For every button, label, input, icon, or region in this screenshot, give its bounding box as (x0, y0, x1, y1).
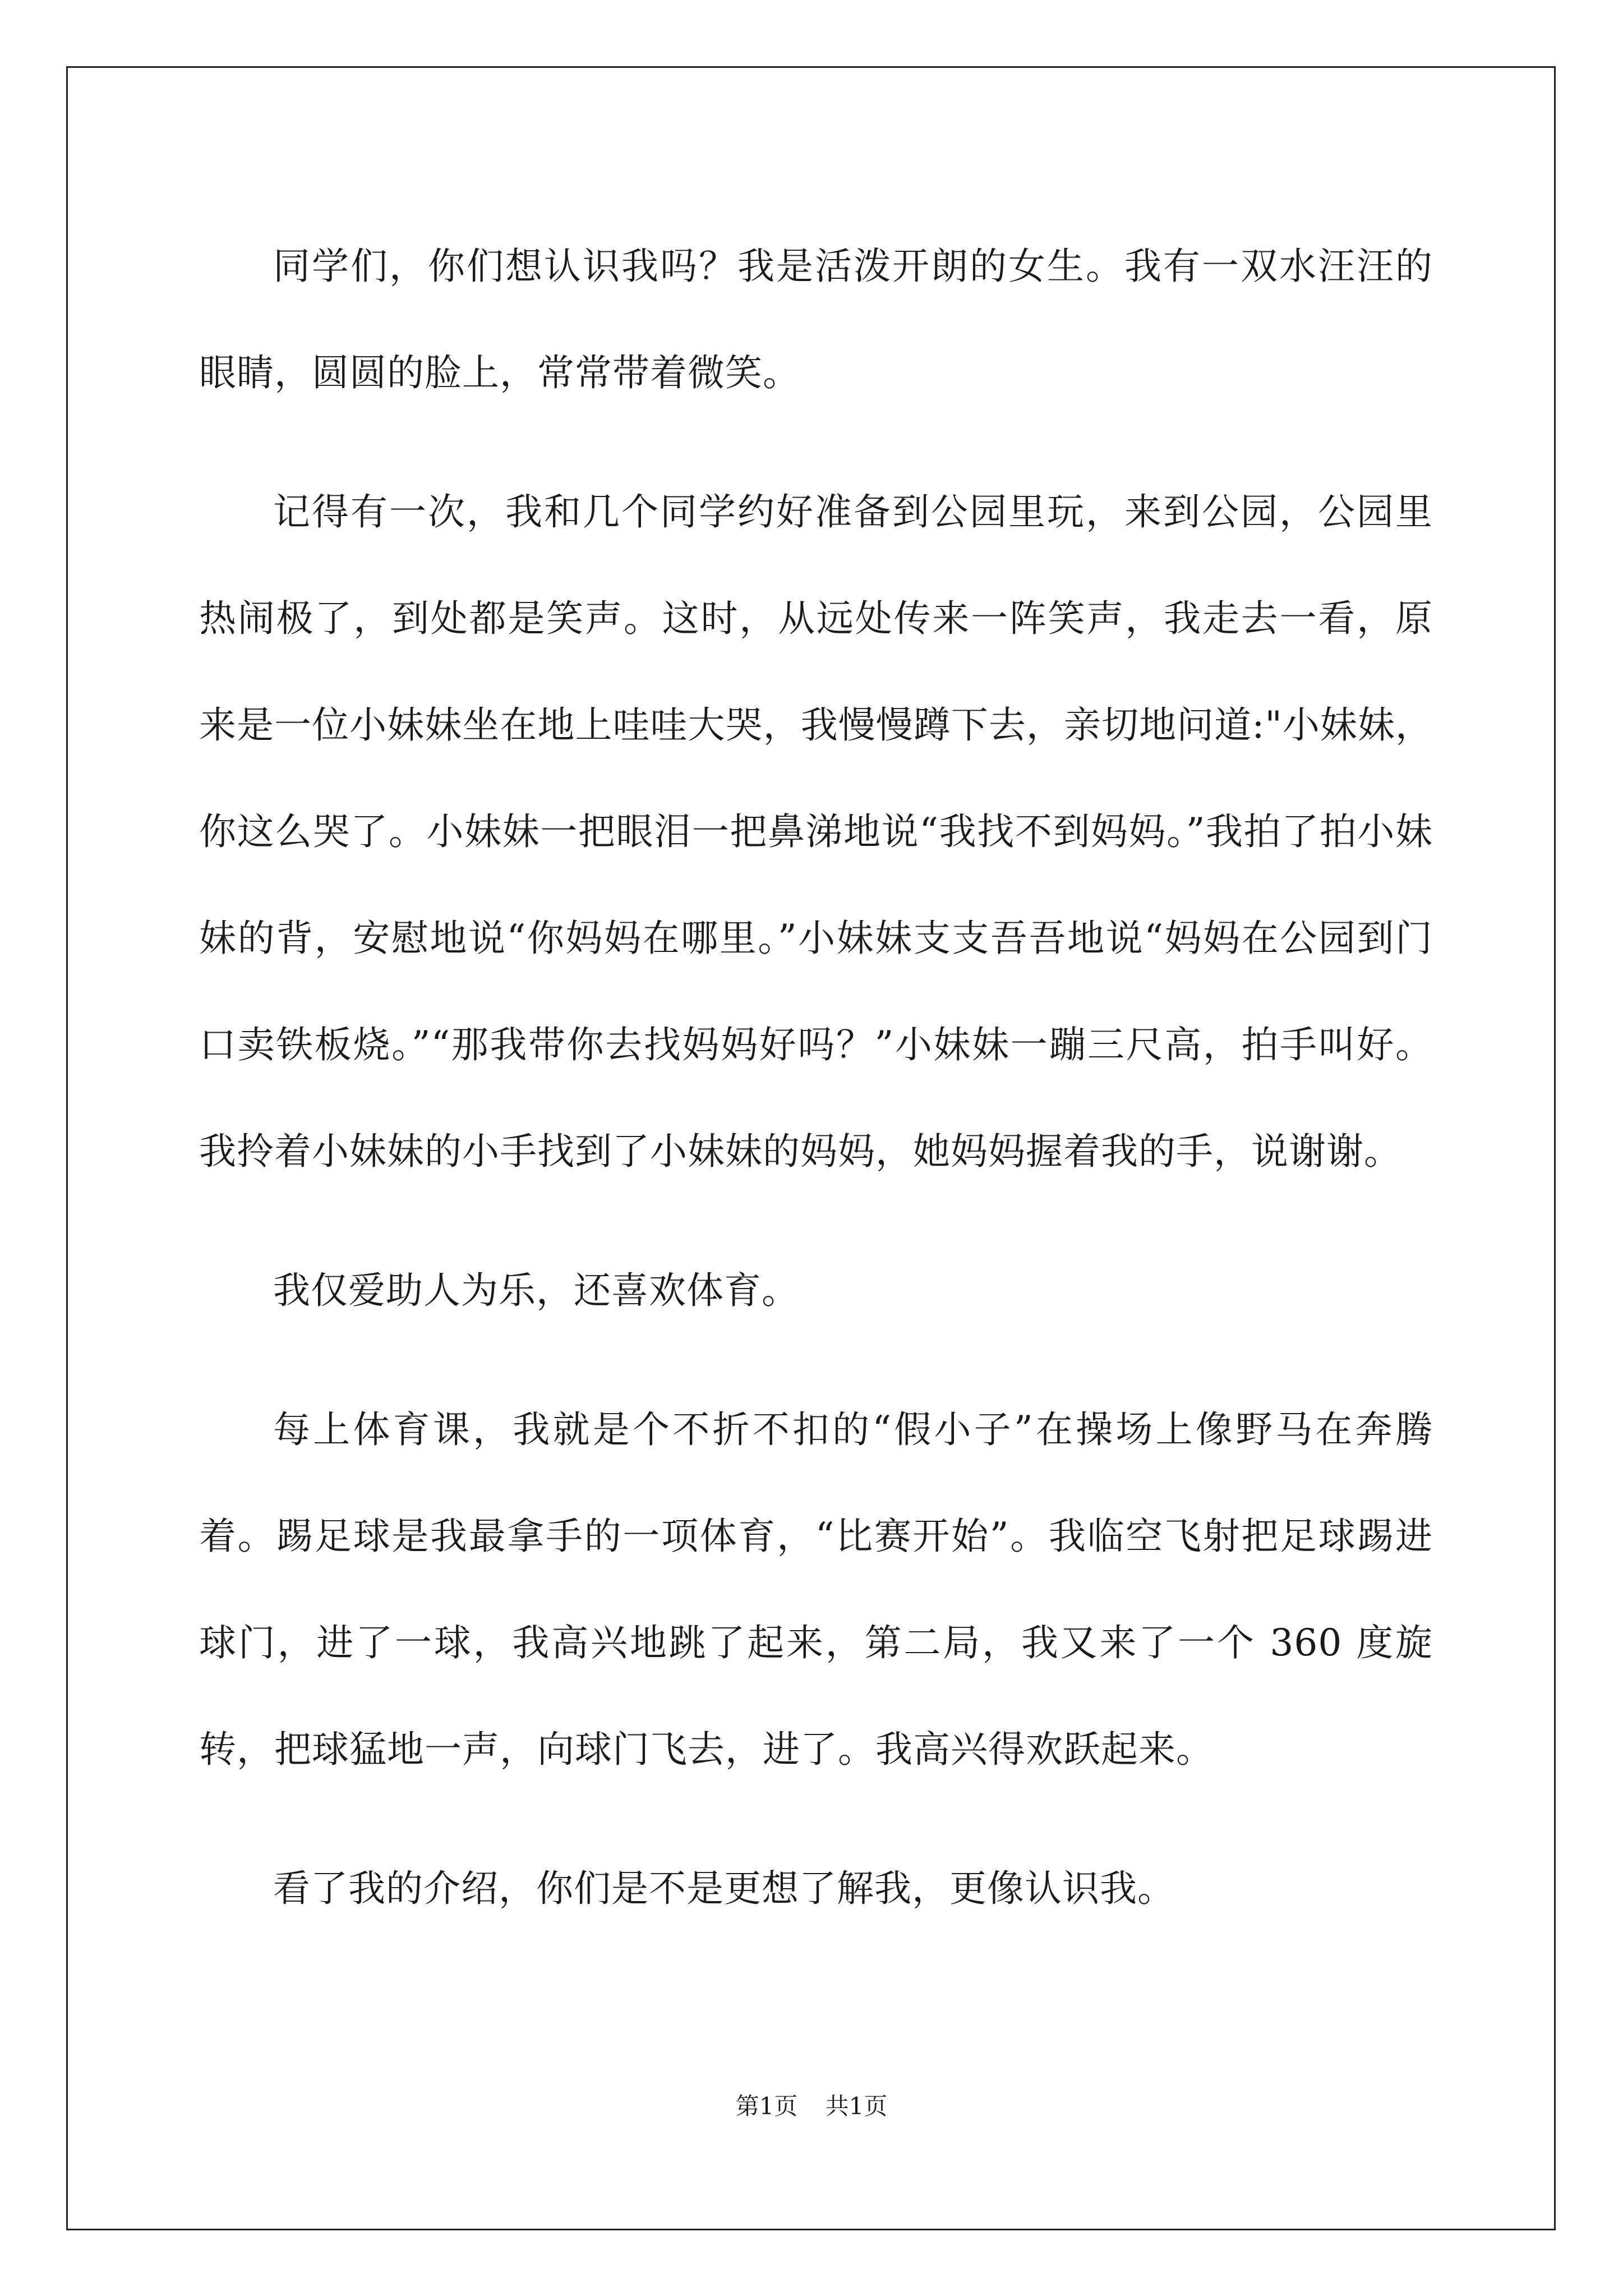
paragraph-sports: 每上体育课，我就是个不折不扣的“假小子”在操场上像野马在奔腾着。踢足球是我最拿手的一项体育，“比赛开始”。我临空飞射把足球踢进球门，进了一球，我高兴地跳了起来，第二局，我又来了一个 360 度旋转，把球猛地一声，向球门飞去，进了。我高兴得欢跃起来。 (199, 1408, 1433, 1771)
document-body (199, 213, 1433, 1942)
page-total: 共1页 (825, 2092, 888, 2120)
paragraph-park-story: 记得有一次，我和几个同学约好准备到公园里玩，来到公园，公园里热闹极了，到处都是笑声。这时，从远处传来一阵笑声，我走去一看，原来是一位小妹妹坐在地上哇哇大哭，我慢慢蹲下去，亲切地问道:"小妹妹，你这么哭了。小妹妹一把眼泪一把鼻涕地说“我找不到妈妈。”我拍了拍小妹妹的背，安慰地说“你妈妈在哪里。”小妹妹支支吾吾地说“妈妈在公园到门口卖铁板烧。”“那我带你去找妈妈好吗？”小妹妹一蹦三尺高，拍手叫好。我拎着小妹妹的小手找到了小妹妹的妈妈，她妈妈握着我的手，说谢谢。 (199, 490, 1433, 1173)
page-footer (0, 2090, 1623, 2123)
paragraph-intro: 同学们，你们想认识我吗？我是活泼开朗的女生。我有一双水汪汪的眼睛，圆圆的脸上，常常带着微笑。 (199, 245, 1433, 394)
page-number: 第1页 (735, 2092, 798, 2120)
paragraph-closing: 看了我的介绍，你们是不是更想了解我，更像认识我。 (273, 1867, 1175, 1910)
paragraph-hobby: 我仅爱助人为乐，还喜欢体育。 (273, 1269, 799, 1312)
